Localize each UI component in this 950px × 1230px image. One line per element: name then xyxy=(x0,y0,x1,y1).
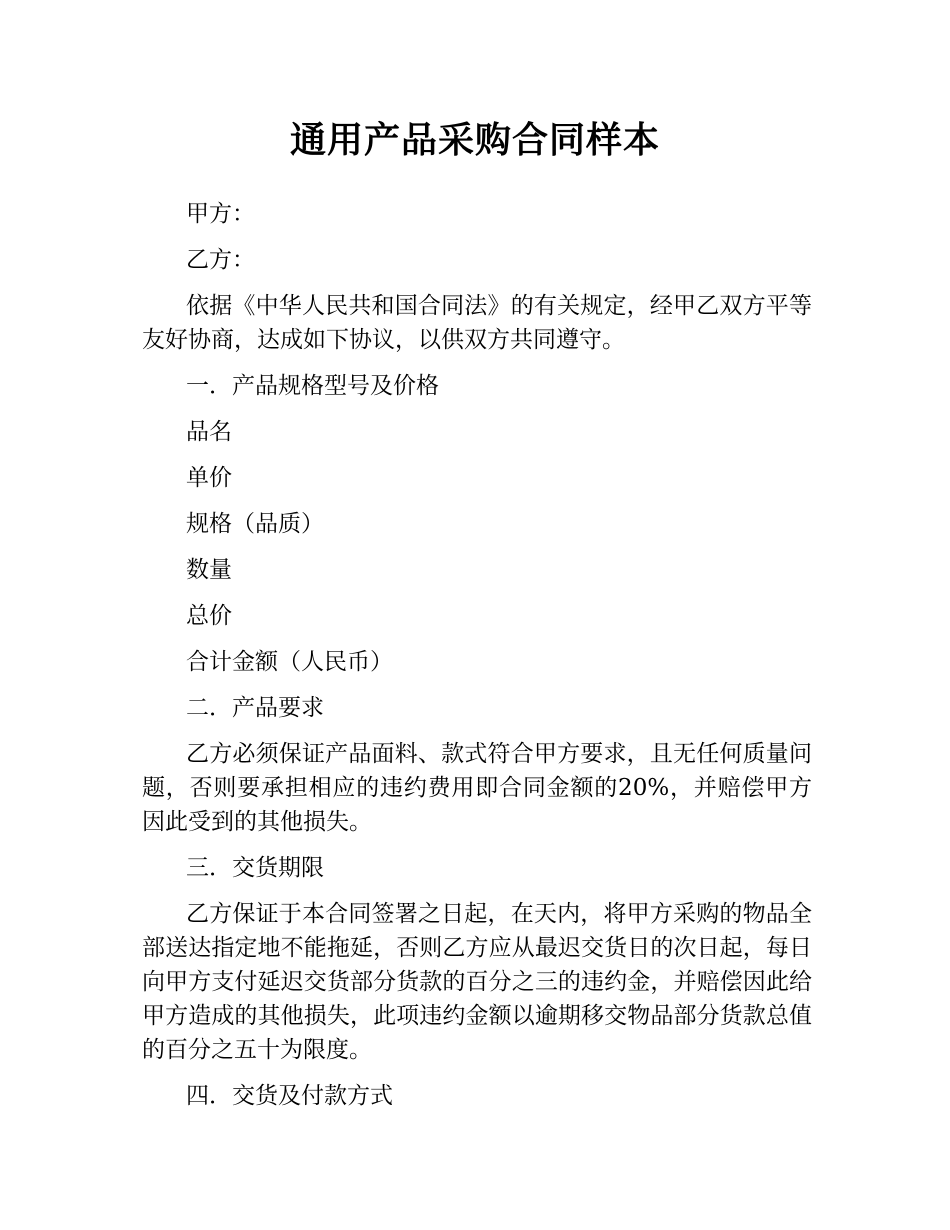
document-body xyxy=(142,197,812,1125)
intro-paragraph: 依据《中华人民共和国合同法》的有关规定，经甲乙双方平等友好协商，达成如下协议，以供双方共同遵守。 xyxy=(142,293,812,353)
section1-heading: 一．产品规格型号及价格 xyxy=(186,373,439,399)
section1-item-unit-price: 单价 xyxy=(186,465,232,491)
section4-heading: 四．交货及付款方式 xyxy=(186,1083,393,1109)
section1-item-spec: 规格（品质） xyxy=(186,511,324,537)
section3-paragraph: 乙方保证于本合同签署之日起，在天内，将甲方采购的物品全部送达指定地不能拖延，否则乙方应从最迟交货日的次日起，每日向甲方支付延迟交货部分货款的百分之三的违约金，并赔偿因此给甲方造成的其他损失，此项违约金额以逾期移交物品部分货款总值的百分之五十为限度。 xyxy=(142,901,812,1063)
section1-item-total-price: 总价 xyxy=(186,603,232,629)
section3-heading: 三．交货期限 xyxy=(186,855,324,881)
section2-paragraph: 乙方必须保证产品面料、款式符合甲方要求，且无任何质量问题，否则要承担相应的违约费用即合同金额的20%，并赔偿甲方因此受到的其他损失。 xyxy=(142,741,812,835)
section2-heading: 二．产品要求 xyxy=(186,695,324,721)
section1-item-name: 品名 xyxy=(186,419,232,445)
party-b-line: 乙方： xyxy=(186,247,255,273)
party-a-line: 甲方： xyxy=(186,201,255,227)
document-title: 通用产品采购合同样本 xyxy=(289,120,660,161)
section1-item-quantity: 数量 xyxy=(186,557,232,583)
section1-item-total-amount: 合计金额（人民币） xyxy=(186,649,393,675)
